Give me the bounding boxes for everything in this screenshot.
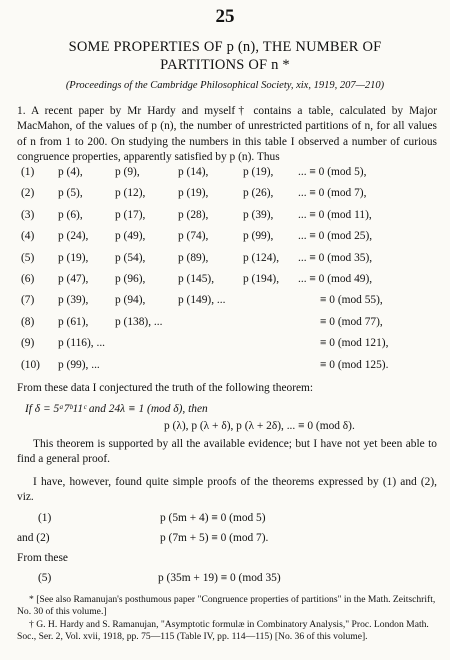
congruence-term: p (17), — [115, 208, 146, 221]
congruence-term: p (99), — [243, 230, 274, 243]
congruence-number: (3) — [21, 208, 35, 221]
congruence-number: (1) — [21, 166, 35, 178]
congruence-row — [0, 186, 450, 200]
congruence-modulus: ... ≡ 0 (mod 7), — [298, 187, 367, 200]
title-line-1: SOME PROPERTIES OF p (n), THE NUMBER OF — [68, 39, 382, 55]
proceedings-citation: (Proceedings of the Cambridge Philosophical Society, xix, 1919, 207—210) — [65, 80, 385, 91]
congruence-term: p (19), — [58, 251, 89, 264]
footnotes — [17, 594, 437, 644]
congruence-number: (7) — [21, 294, 35, 307]
congruence-number: (10) — [21, 358, 40, 371]
congruence-term: p (9), — [115, 166, 140, 178]
congruence-term: p (6), — [58, 208, 83, 221]
congruence-term: p (12), — [115, 187, 146, 200]
congruence-term: p (74), — [178, 230, 209, 243]
congruence-term: p (39), — [243, 208, 274, 221]
congruence-row — [0, 251, 450, 265]
support-paragraph: This theorem is supported by all the available evidence; but I have not yet been able to find a general proof. — [17, 438, 437, 466]
congruence-modulus: ... ≡ 0 (mod 49), — [298, 273, 373, 285]
congruence-row — [0, 208, 450, 222]
footnote-1: * [See also Ramanujan's posthumous paper "Congruence properties of partitions" in the Math. Zeitschrift, No. 30 of this volume.] — [17, 594, 436, 618]
proof2-equation: p (7m + 5) ≡ 0 (mod 7). — [160, 532, 269, 544]
congruence-term: p (96), — [115, 273, 146, 285]
congruence-row — [0, 272, 450, 286]
congruence-term: p (54), — [115, 251, 146, 264]
congruence-modulus: ... ≡ 0 (mod 5), — [298, 166, 367, 178]
congruence-row — [0, 315, 450, 329]
congruence-row — [0, 165, 450, 179]
congruence-term: p (19), — [243, 166, 274, 178]
paper-title — [20, 38, 430, 74]
conjecture-intro: From these data I conjectured the truth of the following theorem: — [17, 382, 314, 394]
proof5-label: (5) — [38, 572, 52, 584]
congruence-term: p (47), — [58, 273, 89, 285]
congruence-term: p (24), — [58, 230, 89, 243]
congruence-term: p (61), — [58, 315, 89, 328]
congruence-row — [0, 293, 450, 307]
proof1-equation: p (5m + 4) ≡ 0 (mod 5) — [160, 512, 266, 524]
congruence-term: p (19), — [178, 187, 209, 200]
proof1-label: (1) — [38, 512, 52, 524]
congruence-number: (4) — [21, 230, 35, 243]
congruence-number: (8) — [21, 315, 35, 328]
congruence-modulus: ≡ 0 (mod 77), — [320, 315, 383, 328]
footnote-2: † G. H. Hardy and S. Ramanujan, "Asymptotic formulæ in Combinatory Analysis," Proc. London Math. Soc., Ser. 2, Vol. xvii, 1918, pp. 75—115 (Table IV, pp. 114—115) [No. 36 of this volume]. — [17, 618, 429, 643]
congruence-term: p (99), ... — [58, 358, 100, 371]
congruence-row — [0, 358, 450, 372]
however-paragraph: I have, however, found quite simple proofs of the theorems expressed by (1) and (2), viz. — [17, 476, 437, 504]
congruence-number: (9) — [21, 337, 35, 350]
congruence-term: p (145), — [178, 273, 215, 285]
congruence-number: (6) — [21, 273, 35, 285]
congruence-term: p (4), — [58, 166, 83, 178]
congruence-row — [0, 336, 450, 350]
congruence-modulus: ... ≡ 0 (mod 11), — [298, 208, 372, 221]
congruence-term: p (138), ... — [115, 315, 163, 328]
congruence-term: p (26), — [243, 187, 274, 200]
congruence-term: p (194), — [243, 273, 280, 285]
title-line-2: PARTITIONS OF n * — [160, 57, 290, 73]
congruence-modulus: ... ≡ 0 (mod 25), — [298, 230, 373, 243]
congruence-row — [0, 229, 450, 243]
congruence-term: p (89), — [178, 251, 209, 264]
congruence-term: p (28), — [178, 208, 209, 221]
congruence-term: p (14), — [178, 166, 209, 178]
congruence-modulus: ... ≡ 0 (mod 35), — [298, 251, 373, 264]
paragraph-intro: 1. A recent paper by Mr Hardy and myself† contains a table, calculated by Major MacMahon, of the values of p (n), the number of unrestricted partitions of n, for all values of n from 1 to 200. On studying the numbers in this table I observed a number of curious congruence properties, apparently satisfied by p (n). Thus — [17, 105, 437, 164]
page-number: 25 — [215, 6, 235, 27]
theorem-if: If δ = 5ᵃ7ᵇ11ᶜ and 24λ ≡ 1 (mod δ), then — [25, 403, 208, 415]
congruence-term: p (94), — [115, 294, 146, 307]
from-these: From these — [17, 552, 68, 564]
congruence-term: p (49), — [115, 230, 146, 243]
congruence-number: (5) — [21, 251, 35, 264]
congruence-term: p (124), — [243, 251, 280, 264]
congruence-modulus: ≡ 0 (mod 125). — [320, 358, 389, 371]
congruence-term: p (5), — [58, 187, 83, 200]
congruence-term: p (39), — [58, 294, 89, 307]
theorem-conclusion: p (λ), p (λ + δ), p (λ + 2δ), ... ≡ 0 (mod δ). — [164, 420, 355, 432]
proof5-equation: p (35m + 19) ≡ 0 (mod 35) — [158, 572, 281, 584]
congruence-term: p (116), ... — [58, 337, 106, 350]
congruence-modulus: ≡ 0 (mod 55), — [320, 294, 383, 307]
congruence-modulus: ≡ 0 (mod 121), — [320, 337, 389, 350]
congruence-number: (2) — [21, 187, 35, 200]
proof2-label: and (2) — [17, 532, 50, 544]
congruence-term: p (149), ... — [178, 294, 226, 307]
